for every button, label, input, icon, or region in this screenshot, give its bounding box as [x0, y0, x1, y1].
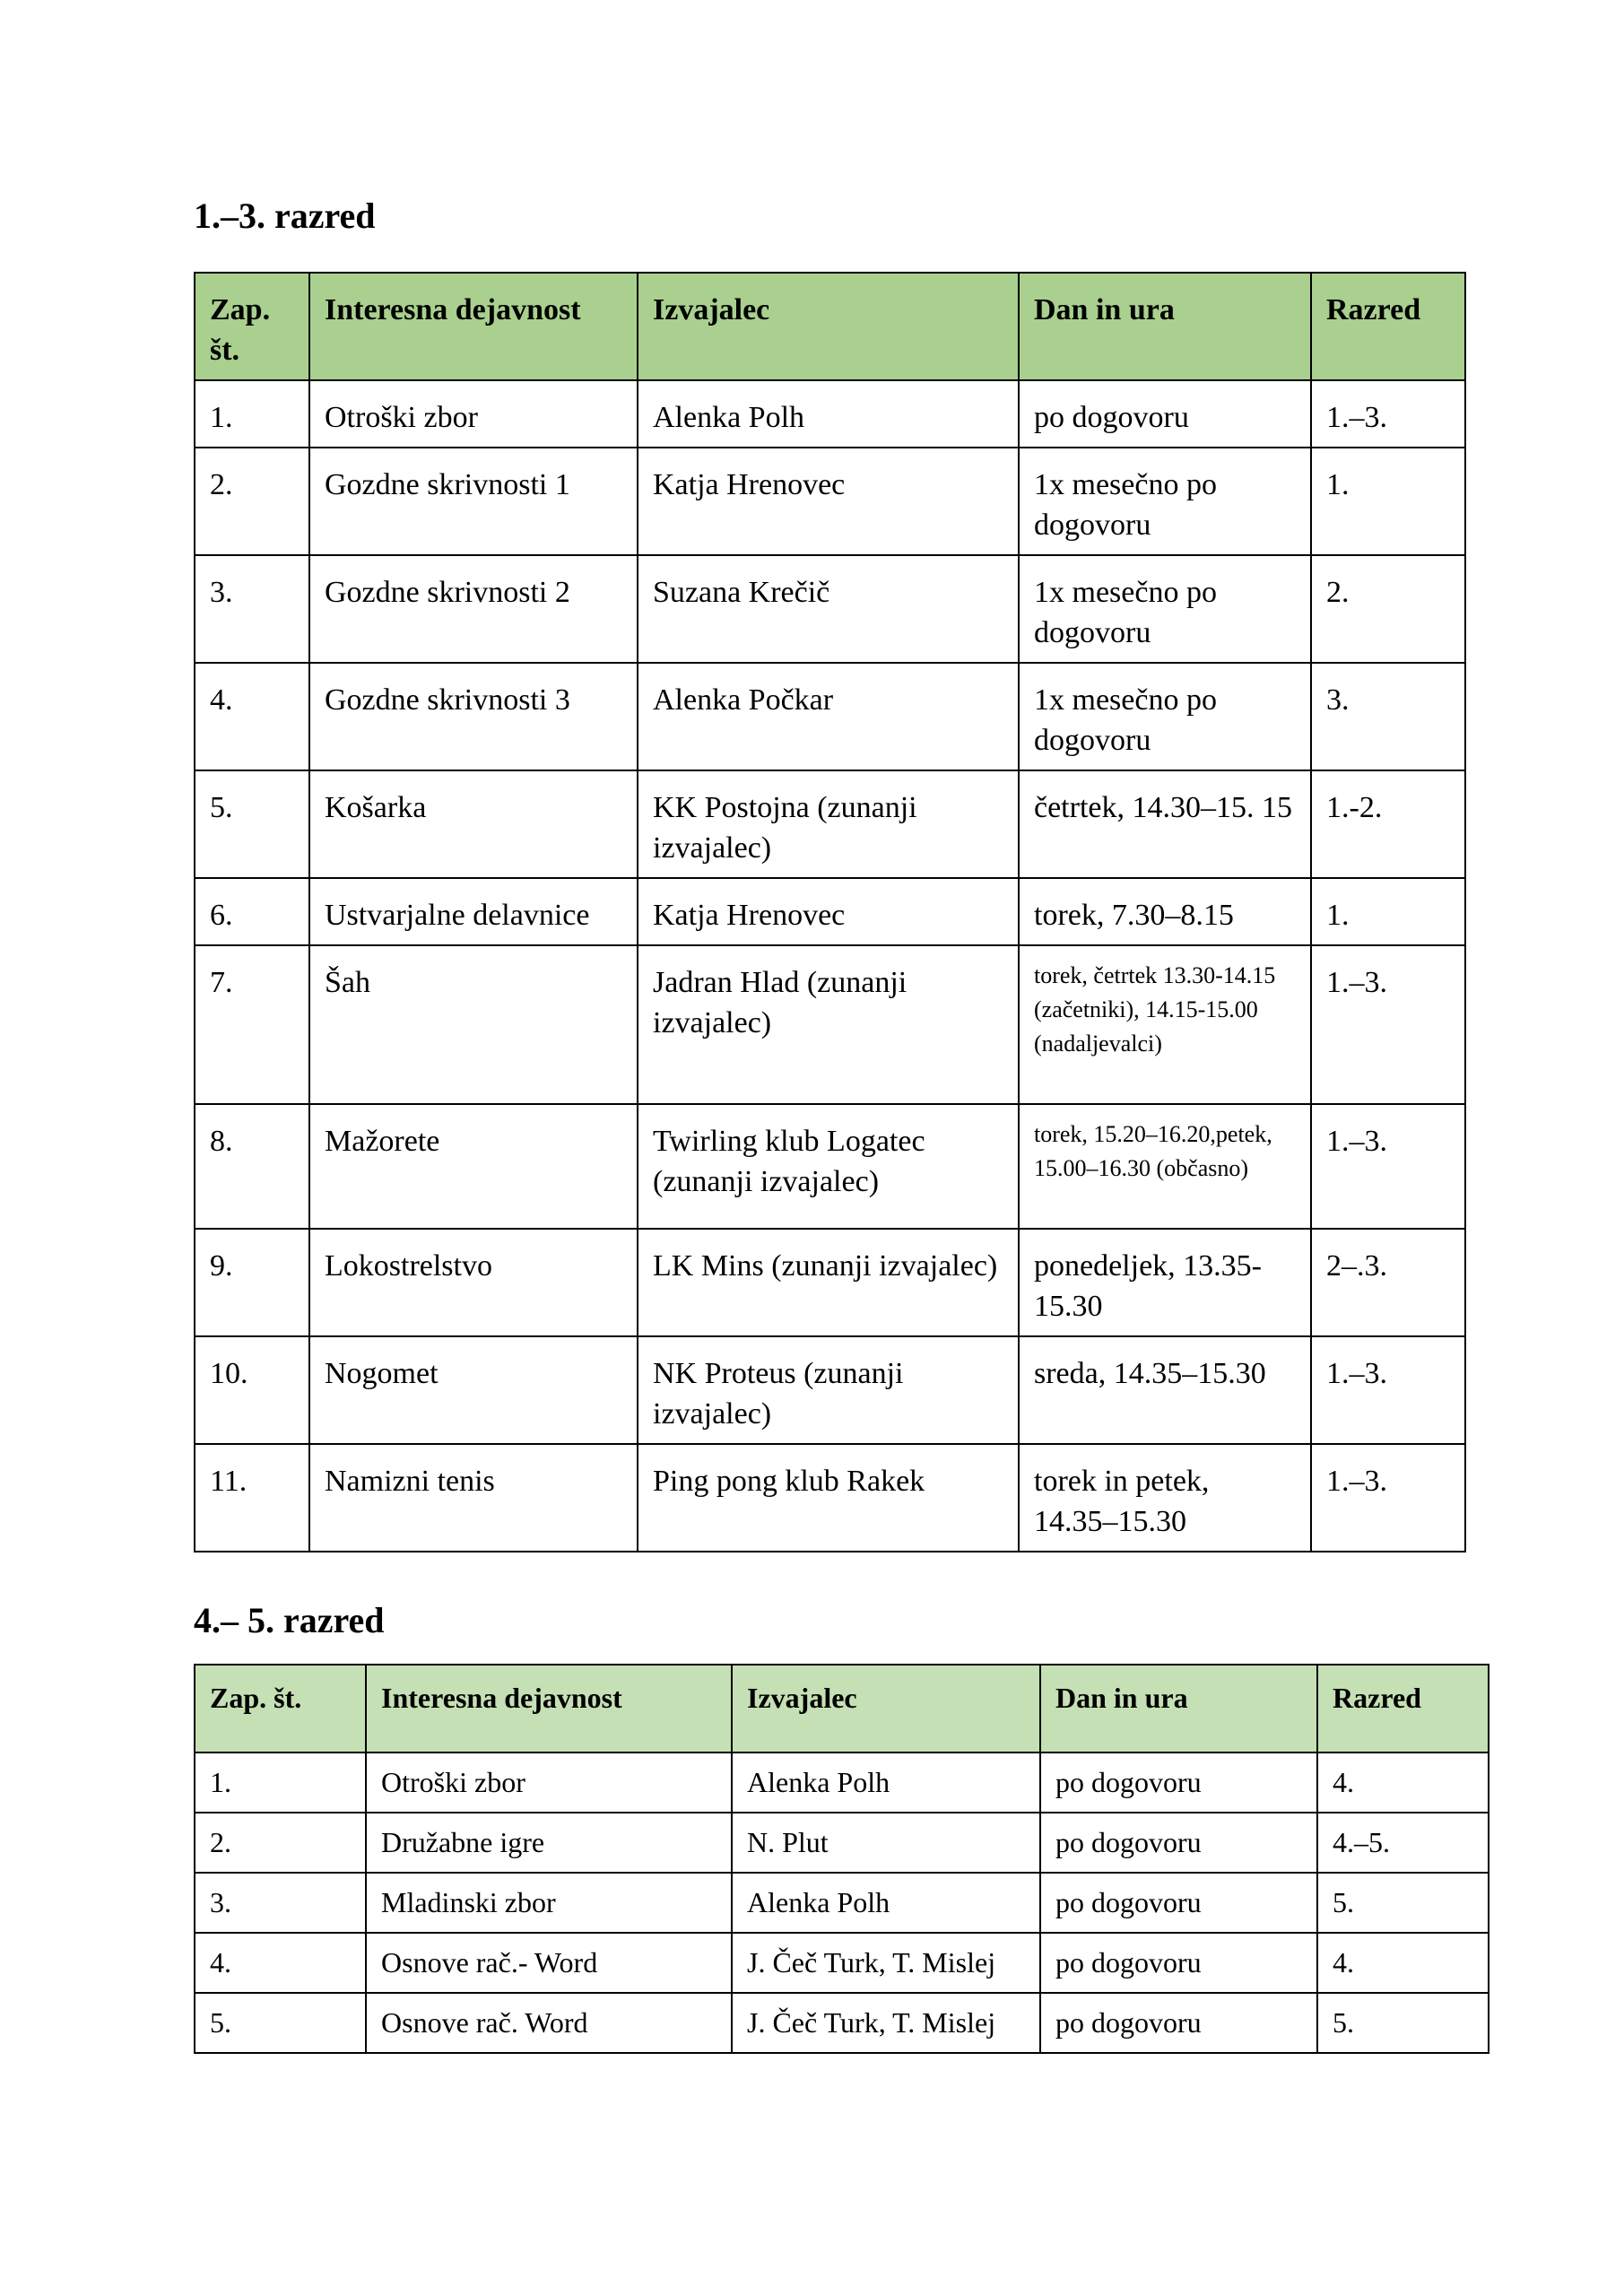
table-row: [195, 945, 1465, 1104]
cell-number: 10.: [195, 1336, 309, 1444]
section-title-grades-1-3: 1.–3. razred: [194, 196, 376, 236]
cell-activity: Gozdne skrivnosti 2: [309, 555, 638, 663]
table-row: [195, 448, 1465, 555]
cell-number: 9.: [195, 1229, 309, 1336]
cell-provider: Alenka Polh: [732, 1752, 1040, 1813]
header-day-time: Dan in ura: [1040, 1665, 1317, 1752]
cell-provider: J. Čeč Turk, T. Mislej: [732, 1933, 1040, 1993]
cell-number: 2.: [195, 1813, 366, 1873]
cell-activity: Košarka: [309, 770, 638, 878]
cell-activity: Otroški zbor: [366, 1752, 732, 1813]
table-row: [195, 1104, 1465, 1229]
cell-grade: 2–.3.: [1311, 1229, 1465, 1336]
table-row: [195, 663, 1465, 770]
cell-number: 4.: [195, 663, 309, 770]
cell-number: 3.: [195, 555, 309, 663]
table-row: [195, 770, 1465, 878]
cell-day-time: 1x mesečno po dogovoru: [1019, 663, 1311, 770]
cell-grade: 5.: [1317, 1993, 1489, 2053]
header-grade: Razred: [1311, 273, 1465, 380]
header-provider: Izvajalec: [638, 273, 1019, 380]
cell-day-time: po dogovoru: [1040, 1873, 1317, 1933]
cell-provider: KK Postojna (zunanji izvajalec): [638, 770, 1019, 878]
cell-day-time: torek, četrtek 13.30-14.15 (začetniki), 14.15-15.00 (nadaljevalci): [1019, 945, 1311, 1104]
cell-provider: Alenka Počkar: [638, 663, 1019, 770]
cell-grade: 1.–3.: [1311, 380, 1465, 448]
cell-activity: Lokostrelstvo: [309, 1229, 638, 1336]
cell-number: 3.: [195, 1873, 366, 1933]
cell-number: 1.: [195, 380, 309, 448]
table-row: [195, 555, 1465, 663]
cell-day-time: po dogovoru: [1040, 1933, 1317, 1993]
cell-day-time: torek, 15.20–16.20,petek, 15.00–16.30 (občasno): [1019, 1104, 1311, 1229]
header-day-time: Dan in ura: [1019, 273, 1311, 380]
cell-day-time: 1x mesečno po dogovoru: [1019, 448, 1311, 555]
cell-day-time: po dogovoru: [1040, 1993, 1317, 2053]
cell-provider: NK Proteus (zunanji izvajalec): [638, 1336, 1019, 1444]
cell-provider: Suzana Krečič: [638, 555, 1019, 663]
cell-grade: 1.–3.: [1311, 945, 1465, 1104]
cell-provider: LK Mins (zunanji izvajalec): [638, 1229, 1019, 1336]
table-row: [195, 1752, 1489, 1813]
cell-grade: 4.: [1317, 1933, 1489, 1993]
table-row: [195, 1993, 1489, 2053]
cell-grade: 1.–3.: [1311, 1336, 1465, 1444]
table-row: [195, 878, 1465, 945]
cell-provider: Alenka Polh: [732, 1873, 1040, 1933]
cell-day-time: po dogovoru: [1019, 380, 1311, 448]
cell-activity: Nogomet: [309, 1336, 638, 1444]
header-activity: Interesna dejavnost: [366, 1665, 732, 1752]
cell-activity: Namizni tenis: [309, 1444, 638, 1552]
cell-grade: 5.: [1317, 1873, 1489, 1933]
cell-day-time: 1x mesečno po dogovoru: [1019, 555, 1311, 663]
cell-day-time: sreda, 14.35–15.30: [1019, 1336, 1311, 1444]
table-row: [195, 1813, 1489, 1873]
section-title-grades-4-5: 4.– 5. razred: [194, 1600, 385, 1640]
table-row: [195, 1873, 1489, 1933]
table-row: [195, 380, 1465, 448]
cell-number: 8.: [195, 1104, 309, 1229]
cell-provider: Katja Hrenovec: [638, 448, 1019, 555]
cell-grade: 1.: [1311, 448, 1465, 555]
cell-day-time: torek, 7.30–8.15: [1019, 878, 1311, 945]
header-number: Zap. št.: [195, 273, 309, 380]
cell-number: 5.: [195, 1993, 366, 2053]
cell-day-time: po dogovoru: [1040, 1752, 1317, 1813]
cell-day-time: torek in petek, 14.35–15.30: [1019, 1444, 1311, 1552]
cell-number: 11.: [195, 1444, 309, 1552]
cell-activity: Mažorete: [309, 1104, 638, 1229]
cell-provider: Alenka Polh: [638, 380, 1019, 448]
header-grade: Razred: [1317, 1665, 1489, 1752]
table-row: [195, 1444, 1465, 1552]
cell-grade: 4.–5.: [1317, 1813, 1489, 1873]
table-header-row: [195, 1665, 1489, 1752]
cell-number: 6.: [195, 878, 309, 945]
cell-grade: 1.–3.: [1311, 1444, 1465, 1552]
table-row: [195, 1933, 1489, 1993]
cell-number: 5.: [195, 770, 309, 878]
cell-activity: Ustvarjalne delavnice: [309, 878, 638, 945]
cell-provider: Katja Hrenovec: [638, 878, 1019, 945]
cell-grade: 4.: [1317, 1752, 1489, 1813]
cell-grade: 1.-2.: [1311, 770, 1465, 878]
cell-activity: Osnove rač. Word: [366, 1993, 732, 2053]
cell-number: 4.: [195, 1933, 366, 1993]
cell-number: 1.: [195, 1752, 366, 1813]
cell-grade: 3.: [1311, 663, 1465, 770]
cell-activity: Mladinski zbor: [366, 1873, 732, 1933]
cell-activity: Osnove rač.- Word: [366, 1933, 732, 1993]
cell-activity: Šah: [309, 945, 638, 1104]
cell-activity: Otroški zbor: [309, 380, 638, 448]
header-provider: Izvajalec: [732, 1665, 1040, 1752]
activities-table-grades-1-3: [194, 272, 1466, 1552]
cell-provider: J. Čeč Turk, T. Mislej: [732, 1993, 1040, 2053]
cell-activity: Gozdne skrivnosti 3: [309, 663, 638, 770]
cell-grade: 1.–3.: [1311, 1104, 1465, 1229]
table-row: [195, 1336, 1465, 1444]
cell-provider: N. Plut: [732, 1813, 1040, 1873]
cell-number: 7.: [195, 945, 309, 1104]
cell-day-time: ponedeljek, 13.35-15.30: [1019, 1229, 1311, 1336]
cell-provider: Twirling klub Logatec (zunanji izvajalec): [638, 1104, 1019, 1229]
table-row: [195, 1229, 1465, 1336]
header-number: Zap. št.: [195, 1665, 366, 1752]
cell-day-time: četrtek, 14.30–15. 15: [1019, 770, 1311, 878]
table-header-row: [195, 273, 1465, 380]
header-activity: Interesna dejavnost: [309, 273, 638, 380]
cell-day-time: po dogovoru: [1040, 1813, 1317, 1873]
activities-table-grades-4-5: [194, 1664, 1489, 2054]
cell-activity: Gozdne skrivnosti 1: [309, 448, 638, 555]
cell-grade: 1.: [1311, 878, 1465, 945]
cell-provider: Jadran Hlad (zunanji izvajalec): [638, 945, 1019, 1104]
cell-number: 2.: [195, 448, 309, 555]
cell-activity: Družabne igre: [366, 1813, 732, 1873]
cell-provider: Ping pong klub Rakek: [638, 1444, 1019, 1552]
cell-grade: 2.: [1311, 555, 1465, 663]
